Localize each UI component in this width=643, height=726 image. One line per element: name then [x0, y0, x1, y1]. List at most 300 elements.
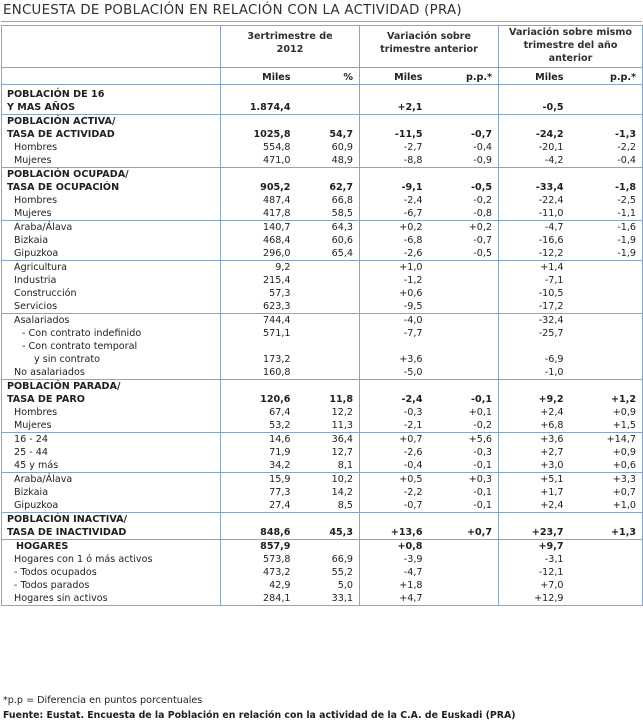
- cell-ychange-pp: [570, 274, 643, 287]
- row-label: Mujeres: [2, 154, 221, 168]
- cell-qchange-pp: [429, 353, 499, 366]
- cell-ychange-pp: +0,9: [570, 406, 643, 419]
- cell-qchange-miles: -2,4: [360, 393, 429, 406]
- cell-ychange-miles: -25,7: [499, 327, 570, 340]
- header-quarter-change: Variación sobre trimestre anterior: [360, 26, 499, 68]
- subheader-pp-2: p.p.*: [570, 68, 643, 85]
- table-row: [2, 207, 643, 221]
- data-table: [1, 25, 643, 606]
- cell-miles: [221, 85, 297, 102]
- table-body: [2, 85, 643, 606]
- row-label: Gipuzkoa: [2, 247, 221, 261]
- header-row: [2, 26, 643, 68]
- cell-miles: 120,6: [221, 393, 297, 406]
- page-title: ENCUESTA DE POBLACIÓN EN RELACIÓN CON LA ACTIVIDAD (PRA): [3, 3, 462, 18]
- cell-ychange-miles: -1,0: [499, 366, 570, 380]
- cell-ychange-miles: -33,4: [499, 181, 570, 194]
- cell-qchange-miles: +0,7: [360, 433, 429, 447]
- cell-pct: [297, 261, 360, 275]
- row-label: Hombres: [2, 194, 221, 207]
- table-row: [2, 419, 643, 433]
- cell-pct: 60,9: [331, 142, 353, 153]
- cell-ychange-miles: [499, 513, 570, 527]
- cell-pct: [297, 300, 360, 314]
- cell-miles: 53,2: [221, 419, 297, 433]
- cell-pct: 10,2: [297, 473, 360, 487]
- cell-ychange-miles: -12,1: [499, 566, 570, 579]
- cell-miles: 848,6: [221, 526, 297, 540]
- cell-pct: 5,0: [337, 580, 353, 591]
- cell-ychange-pp: -2,5: [570, 194, 643, 207]
- cell-qchange-pp: +5,6: [429, 433, 499, 447]
- cell-pct: [297, 85, 360, 102]
- cell-qchange-miles: -2,6: [360, 446, 429, 459]
- cell-miles: 14,6: [221, 433, 297, 447]
- cell-ychange-miles: -32,4: [499, 314, 570, 328]
- cell-qchange-pp: [429, 327, 499, 340]
- cell-ychange-miles: +1,4: [499, 261, 570, 275]
- cell-qchange-miles: -4,0: [360, 314, 429, 328]
- cell-miles: 857,9: [221, 540, 297, 554]
- cell-pct: 8,5: [337, 500, 353, 511]
- cell-qchange-pp: [429, 553, 499, 566]
- table-row: [2, 314, 643, 328]
- row-label: 45 y más: [2, 459, 221, 473]
- row-label: No asalariados: [2, 366, 221, 380]
- row-label: Mujeres: [2, 419, 221, 433]
- row-label: TASA DE OCUPACIÓN: [2, 181, 221, 194]
- cell-miles: 744,4: [221, 314, 297, 328]
- row-label: POBLACIÓN PARADA/: [2, 380, 221, 394]
- cell-miles: 160,8: [221, 366, 297, 380]
- cell-qchange-pp: [429, 513, 499, 527]
- cell-qchange-miles: [360, 168, 429, 182]
- header-blank: [2, 26, 221, 68]
- cell-qchange-pp: [429, 101, 499, 115]
- cell-ychange-miles: +9,7: [499, 540, 570, 554]
- cell-qchange-pp: [429, 566, 499, 579]
- table-row: [2, 128, 643, 141]
- cell-ychange-miles: [499, 340, 570, 353]
- cell-ychange-miles: -3,1: [499, 553, 570, 566]
- subheader-miles-2: Miles: [360, 68, 429, 85]
- cell-ychange-miles: +7,0: [499, 579, 570, 592]
- cell-pct: 14,2: [331, 487, 353, 498]
- cell-pct: [297, 327, 360, 340]
- cell-ychange-miles: [499, 380, 570, 394]
- cell-qchange-miles: -0,3: [360, 406, 429, 419]
- cell-miles: 417,8: [221, 207, 297, 221]
- cell-qchange-pp: [429, 115, 499, 129]
- cell-pct: 66,9: [331, 554, 353, 565]
- table-row: [2, 566, 643, 579]
- cell-pct: 48,9: [331, 155, 353, 166]
- cell-ychange-pp: [570, 261, 643, 275]
- cell-pct: 11,3: [331, 420, 353, 431]
- table-row: [2, 181, 643, 194]
- subheader-miles-1: Miles: [221, 68, 297, 85]
- cell-ychange-miles: -7,1: [499, 274, 570, 287]
- cell-ychange-pp: [570, 101, 643, 115]
- cell-qchange-pp: [429, 366, 499, 380]
- cell-miles: 173,2: [221, 353, 297, 366]
- table-row: [2, 473, 643, 487]
- cell-miles: 573,8: [221, 553, 297, 566]
- cell-ychange-pp: [570, 553, 643, 566]
- cell-ychange-miles: -20,1: [499, 141, 570, 154]
- cell-qchange-pp: -0,3: [473, 447, 493, 458]
- cell-ychange-miles: [499, 85, 570, 102]
- table-row: [2, 526, 643, 540]
- cell-qchange-miles: -1,2: [360, 274, 429, 287]
- cell-ychange-miles: +6,8: [499, 419, 570, 433]
- cell-ychange-miles: -17,2: [499, 300, 570, 314]
- cell-miles: 905,2: [221, 181, 297, 194]
- table-row: [2, 234, 643, 247]
- cell-miles: [221, 513, 297, 527]
- cell-pct: [297, 353, 360, 366]
- cell-miles: 77,3: [221, 486, 297, 499]
- cell-ychange-pp: [570, 327, 643, 340]
- row-label: TASA DE ACTIVIDAD: [2, 128, 221, 141]
- cell-ychange-miles: -16,6: [499, 234, 570, 247]
- cell-qchange-pp: [429, 592, 499, 606]
- cell-miles: 71,9: [221, 446, 297, 459]
- cell-qchange-miles: +0,8: [360, 540, 429, 554]
- cell-ychange-miles: +2,4: [499, 499, 570, 513]
- cell-miles: 473,2: [221, 566, 297, 579]
- table-row: [2, 446, 643, 459]
- table-row: [2, 540, 643, 554]
- table-row: [2, 327, 643, 340]
- cell-qchange-pp: +0,7: [466, 527, 493, 538]
- cell-qchange-pp: -0,8: [473, 208, 493, 219]
- cell-miles: 554,8: [221, 141, 297, 154]
- table-row: [2, 406, 643, 419]
- row-label: 16 - 24: [2, 433, 221, 447]
- cell-ychange-pp: [570, 592, 643, 606]
- table-row: [2, 85, 643, 102]
- cell-pct: 12,7: [331, 447, 353, 458]
- cell-qchange-miles: +0,5: [360, 473, 429, 487]
- cell-qchange-miles: -2,1: [360, 419, 429, 433]
- header-period: 3ertrimestre de 2012: [221, 26, 360, 68]
- cell-ychange-miles: -0,5: [499, 101, 570, 115]
- cell-miles: 296,0: [221, 247, 297, 261]
- cell-ychange-pp: [570, 168, 643, 182]
- cell-qchange-miles: -9,1: [360, 181, 429, 194]
- cell-miles: [221, 115, 297, 129]
- cell-qchange-miles: [360, 115, 429, 129]
- cell-pct: 64,3: [297, 221, 360, 235]
- cell-miles: 1025,8: [221, 128, 297, 141]
- cell-qchange-pp: -0,1: [473, 500, 493, 511]
- cell-miles: 487,4: [221, 194, 297, 207]
- cell-ychange-pp: -2,2: [570, 141, 643, 154]
- table-row: [2, 340, 643, 353]
- cell-pct: [297, 274, 360, 287]
- footnote: *p.p = Diferencia en puntos porcentuales: [3, 695, 203, 706]
- cell-qchange-pp: [429, 300, 499, 314]
- cell-qchange-pp: [429, 380, 499, 394]
- cell-miles: 42,9: [221, 579, 297, 592]
- cell-pct: [297, 513, 360, 527]
- cell-qchange-pp: +0,1: [468, 407, 493, 418]
- row-label: - Con contrato indefinido: [2, 327, 221, 340]
- row-label: POBLACIÓN INACTIVA/: [2, 513, 221, 527]
- row-label: Araba/Álava: [2, 221, 221, 235]
- cell-qchange-pp: -0,5: [473, 248, 493, 259]
- cell-qchange-pp: [429, 579, 499, 592]
- cell-ychange-pp: -1,6: [570, 221, 643, 235]
- cell-ychange-pp: [570, 115, 643, 129]
- cell-pct: 12,2: [331, 407, 353, 418]
- cell-ychange-miles: +2,7: [499, 446, 570, 459]
- cell-ychange-pp: +0,7: [570, 486, 643, 499]
- cell-ychange-pp: [570, 380, 643, 394]
- cell-ychange-pp: +1,0: [570, 499, 643, 513]
- cell-miles: 623,3: [221, 300, 297, 314]
- table-row: [2, 194, 643, 207]
- cell-qchange-miles: -2,2: [360, 486, 429, 499]
- title-divider: [1, 21, 642, 22]
- cell-qchange-miles: -2,4: [360, 194, 429, 207]
- table-row: [2, 300, 643, 314]
- row-label: y sin contrato: [2, 353, 221, 366]
- cell-qchange-pp: [429, 168, 499, 182]
- cell-qchange-pp: -0,2: [473, 195, 493, 206]
- table-row: [2, 287, 643, 300]
- cell-ychange-pp: [570, 540, 643, 554]
- cell-qchange-pp: +0,3: [429, 473, 499, 487]
- cell-ychange-miles: [499, 115, 570, 129]
- table-row: [2, 366, 643, 380]
- cell-qchange-pp: -0,2: [473, 420, 493, 431]
- row-label: Servicios: [2, 300, 221, 314]
- cell-miles: 284,1: [221, 592, 297, 606]
- cell-pct: 54,7: [329, 129, 353, 140]
- cell-pct: 58,5: [331, 208, 353, 219]
- cell-pct: 62,7: [329, 182, 353, 193]
- cell-qchange-pp: -0,1: [473, 487, 493, 498]
- cell-pct: 60,6: [331, 235, 353, 246]
- cell-qchange-miles: [360, 85, 429, 102]
- cell-pct: 33,1: [297, 592, 360, 606]
- row-label: Hogares sin activos: [2, 592, 221, 606]
- table-row: [2, 247, 643, 261]
- cell-ychange-miles: +23,7: [499, 526, 570, 540]
- cell-miles: 468,4: [221, 234, 297, 247]
- row-label: POBLACIÓN DE 16: [2, 85, 221, 102]
- row-label: Bizkaia: [2, 486, 221, 499]
- cell-ychange-pp: [570, 300, 643, 314]
- table-row: [2, 115, 643, 129]
- cell-ychange-pp: -1,9: [570, 247, 643, 261]
- cell-pct: 11,8: [329, 394, 353, 405]
- cell-ychange-miles: +3,0: [499, 459, 570, 473]
- cell-ychange-miles: -10,5: [499, 287, 570, 300]
- cell-qchange-miles: -5,0: [360, 366, 429, 380]
- table-row: [2, 221, 643, 235]
- cell-qchange-pp: [429, 287, 499, 300]
- row-label: Mujeres: [2, 207, 221, 221]
- cell-ychange-miles: +9,2: [499, 393, 570, 406]
- cell-pct: 45,3: [329, 527, 353, 538]
- cell-qchange-pp: [429, 274, 499, 287]
- cell-miles: 571,1: [221, 327, 297, 340]
- row-label: Gipuzkoa: [2, 499, 221, 513]
- cell-ychange-miles: -4,7: [499, 221, 570, 235]
- row-label: Araba/Álava: [2, 473, 221, 487]
- cell-qchange-pp: [429, 261, 499, 275]
- cell-ychange-miles: +2,4: [499, 406, 570, 419]
- cell-qchange-miles: +1,0: [360, 261, 429, 275]
- cell-qchange-miles: [360, 340, 429, 353]
- cell-ychange-miles: -6,9: [499, 353, 570, 366]
- table-row: [2, 154, 643, 168]
- row-label: - Con contrato temporal: [2, 340, 221, 353]
- cell-qchange-miles: -8,8: [360, 154, 429, 168]
- cell-miles: 34,2: [221, 459, 297, 473]
- table-row: [2, 486, 643, 499]
- row-label: Industria: [2, 274, 221, 287]
- cell-ychange-pp: [570, 340, 643, 353]
- cell-pct: 65,4: [331, 248, 353, 259]
- cell-ychange-pp: +14,7: [570, 433, 643, 447]
- cell-pct: 36,4: [297, 433, 360, 447]
- cell-qchange-miles: -2,7: [360, 141, 429, 154]
- cell-qchange-miles: -9,5: [360, 300, 429, 314]
- cell-qchange-miles: -2,6: [360, 247, 429, 261]
- row-label: Hombres: [2, 141, 221, 154]
- row-label: Y MAS AÑOS: [2, 101, 221, 115]
- cell-qchange-miles: +3,6: [360, 353, 429, 366]
- row-label: Bizkaia: [2, 234, 221, 247]
- cell-ychange-pp: [570, 579, 643, 592]
- cell-qchange-pp: [429, 314, 499, 328]
- cell-miles: [221, 340, 297, 353]
- cell-ychange-miles: -24,2: [499, 128, 570, 141]
- cell-miles: 140,7: [221, 221, 297, 235]
- table-row: [2, 579, 643, 592]
- cell-ychange-miles: +1,7: [499, 486, 570, 499]
- table-row: [2, 141, 643, 154]
- cell-miles: 57,3: [221, 287, 297, 300]
- table-row: [2, 380, 643, 394]
- subheader-blank: [2, 68, 221, 85]
- row-label: POBLACIÓN ACTIVA/: [2, 115, 221, 129]
- cell-ychange-pp: +3,3: [570, 473, 643, 487]
- cell-qchange-pp: +0,2: [429, 221, 499, 235]
- subheader-pp-1: p.p.*: [429, 68, 499, 85]
- table-row: [2, 101, 643, 115]
- cell-qchange-pp: [429, 340, 499, 353]
- cell-pct: [297, 380, 360, 394]
- row-label: POBLACIÓN OCUPADA/: [2, 168, 221, 182]
- cell-qchange-miles: -6,8: [360, 234, 429, 247]
- cell-qchange-miles: +0,6: [360, 287, 429, 300]
- table-row: [2, 261, 643, 275]
- table-row: [2, 513, 643, 527]
- row-label: TASA DE PARO: [2, 393, 221, 406]
- table-row: [2, 274, 643, 287]
- cell-ychange-pp: +1,3: [570, 526, 643, 540]
- cell-pct: [297, 540, 360, 554]
- cell-qchange-miles: [360, 380, 429, 394]
- row-label: Hombres: [2, 406, 221, 419]
- cell-qchange-miles: +1,8: [360, 579, 429, 592]
- table-row: [2, 168, 643, 182]
- cell-qchange-miles: +0,2: [360, 221, 429, 235]
- cell-ychange-miles: -11,0: [499, 207, 570, 221]
- cell-ychange-pp: -1,9: [570, 234, 643, 247]
- cell-miles: 67,4: [221, 406, 297, 419]
- cell-pct: 8,1: [337, 460, 353, 471]
- cell-ychange-pp: [570, 353, 643, 366]
- cell-ychange-pp: +0,9: [570, 446, 643, 459]
- cell-ychange-pp: -0,4: [570, 154, 643, 168]
- row-label: - Todos parados: [2, 579, 221, 592]
- cell-ychange-miles: [499, 168, 570, 182]
- cell-pct: 66,8: [331, 195, 353, 206]
- cell-ychange-pp: [570, 566, 643, 579]
- cell-qchange-pp: -0,7: [471, 129, 493, 140]
- row-label: TASA DE INACTIVIDAD: [2, 526, 221, 540]
- source-note: Fuente: Eustat. Encuesta de la Población en relación con la actividad de la C.A. de Euskadi (PRA): [3, 710, 516, 721]
- table-row: [2, 459, 643, 473]
- row-label: HOGARES: [2, 540, 221, 554]
- cell-ychange-pp: +0,6: [570, 459, 643, 473]
- cell-miles: 15,9: [221, 473, 297, 487]
- cell-qchange-miles: -4,7: [360, 566, 429, 579]
- cell-miles: 471,0: [221, 154, 297, 168]
- cell-miles: 1.874,4: [221, 101, 297, 115]
- table-row: [2, 499, 643, 513]
- cell-qchange-pp: -0,9: [473, 155, 493, 166]
- cell-qchange-miles: -6,7: [360, 207, 429, 221]
- cell-pct: [297, 287, 360, 300]
- subheader-row: [2, 68, 643, 85]
- subheader-pct: %: [297, 68, 360, 85]
- cell-pct: [297, 101, 360, 115]
- cell-miles: 27,4: [221, 499, 297, 513]
- cell-pct: [297, 168, 360, 182]
- cell-ychange-pp: [570, 287, 643, 300]
- cell-ychange-pp: +1,5: [570, 419, 643, 433]
- cell-qchange-pp: [429, 85, 499, 102]
- cell-ychange-pp: [570, 366, 643, 380]
- cell-qchange-miles: +4,7: [360, 592, 429, 606]
- cell-ychange-miles: -12,2: [499, 247, 570, 261]
- cell-qchange-miles: [360, 513, 429, 527]
- cell-ychange-pp: -1,1: [570, 207, 643, 221]
- cell-pct: [297, 366, 360, 380]
- header-year-change: Variación sobre mismo trimestre del año anterior: [499, 26, 643, 68]
- cell-miles: 215,4: [221, 274, 297, 287]
- cell-qchange-miles: -0,7: [360, 499, 429, 513]
- cell-qchange-miles: +2,1: [360, 101, 429, 115]
- cell-qchange-pp: -0,5: [471, 182, 493, 193]
- cell-qchange-miles: -11,5: [360, 128, 429, 141]
- table-row: [2, 553, 643, 566]
- cell-qchange-miles: -3,9: [360, 553, 429, 566]
- subheader-miles-3: Miles: [499, 68, 570, 85]
- row-label: - Todos ocupados: [2, 566, 221, 579]
- row-label: 25 - 44: [2, 446, 221, 459]
- cell-qchange-pp: -0,1: [471, 394, 493, 405]
- table-row: [2, 393, 643, 406]
- cell-ychange-miles: -4,2: [499, 154, 570, 168]
